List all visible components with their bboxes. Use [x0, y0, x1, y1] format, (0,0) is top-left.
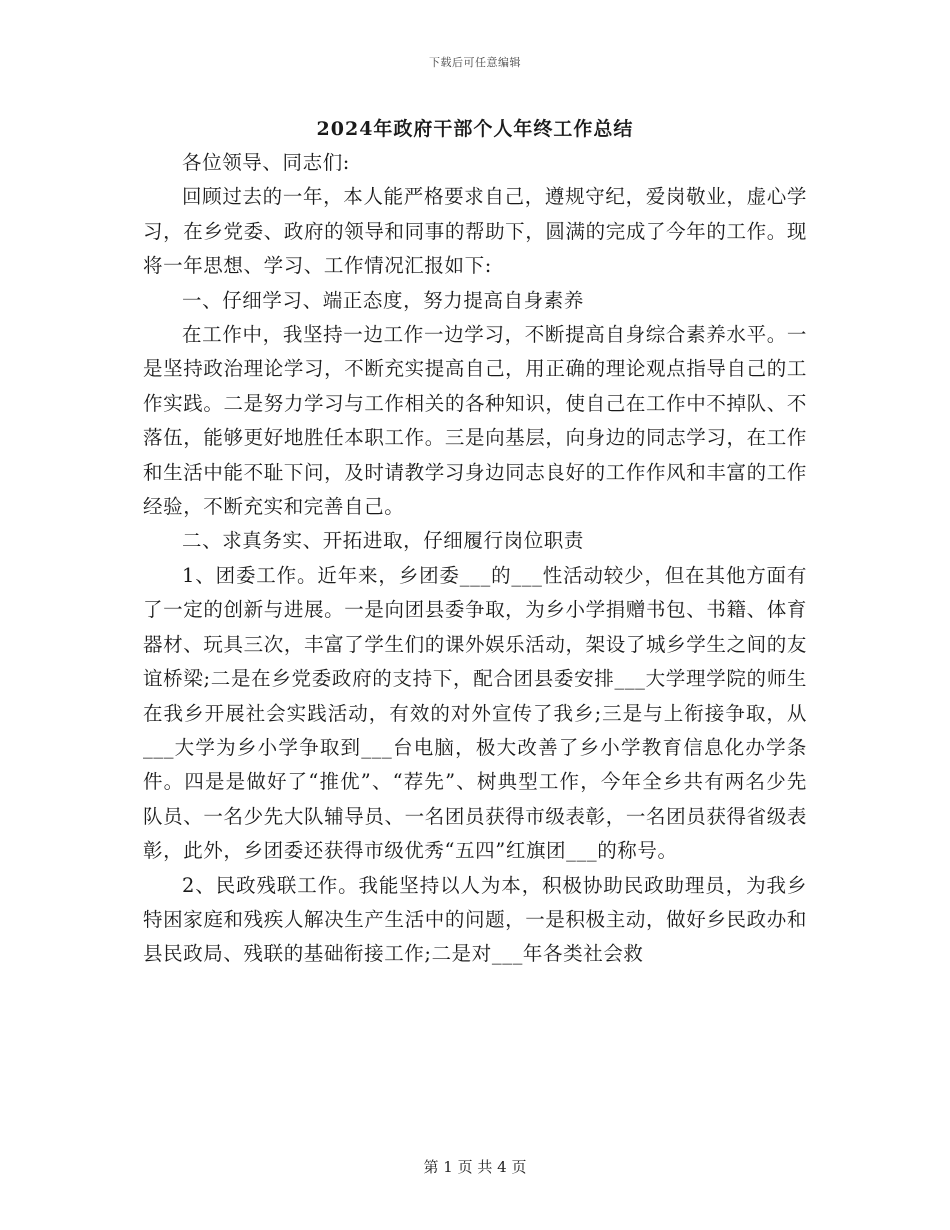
- salutation-paragraph: 各位领导、同志们:: [182, 151, 350, 174]
- document-title: 2024年政府干部个人年终工作总结: [316, 118, 634, 140]
- civil-affairs-paragraph: 2、民政残联工作。我能坚持以人为本，积极协助民政助理员，为我乡特困家庭和残疾人解决生产生活中的问题，一是积极主动，做好乡民政办和县民政局、残联的基础衔接工作;二是对___年各类社会救: [143, 873, 807, 966]
- document-body: [143, 146, 807, 972]
- study-paragraph: 在工作中，我坚持一边工作一边学习，不断提高自身综合素养水平。一是坚持政治理论学习，不断充实提高自己，用正确的理论观点指导自己的工作实践。二是努力学习与工作相关的各种知识，使自己在工作中不掉队、不落伍，能够更好地胜任本职工作。三是向基层，向身边的同志学习，在工作和生活中能不耻下问，及时请教学习身边同志良好的工作作风和丰富的工作经验，不断充实和完善自己。: [143, 323, 807, 519]
- intro-paragraph: 回顾过去的一年，本人能严格要求自己，遵规守纪，爱岗敬业，虚心学习，在乡党委、政府的领导和同事的帮助下，圆满的完成了今年的工作。现将一年思想、学习、工作情况汇报如下:: [143, 185, 807, 278]
- youth-league-paragraph: 1、团委工作。近年来，乡团委___的___性活动较少，但在其他方面有了一定的创新与进展。一是向团县委争取，为乡小学捐赠书包、书籍、体育器材、玩具三次，丰富了学生们的课外娱乐活动，架设了城乡学生之间的友谊桥梁;二是在乡党委政府的支持下，配合团县委安排___大学理学院的师生在我乡开展社会实践活动，有效的对外宣传了我乡;三是与上衔接争取，从___大学为乡小学争取到___台电脑，极大改善了乡小学教育信息化办学条件。四是是做好了“推优”、“荐先”、树典型工作，今年全乡共有两名少先队员、一名少先大队辅导员、一名团员获得市级表彰，一名团员获得省级表彰，此外，乡团委还获得市级优秀“五四”红旗团___的称号。: [143, 563, 807, 863]
- section-heading-1: 一、仔细学习、端正态度，努力提高自身素养: [182, 288, 585, 312]
- page-number: 第 1 页 共 4 页: [423, 1158, 527, 1176]
- section-heading-2: 二、求真务实、开拓进取，仔细履行岗位职责: [182, 529, 585, 553]
- page-header-note: 下载后可任意编辑: [429, 56, 521, 69]
